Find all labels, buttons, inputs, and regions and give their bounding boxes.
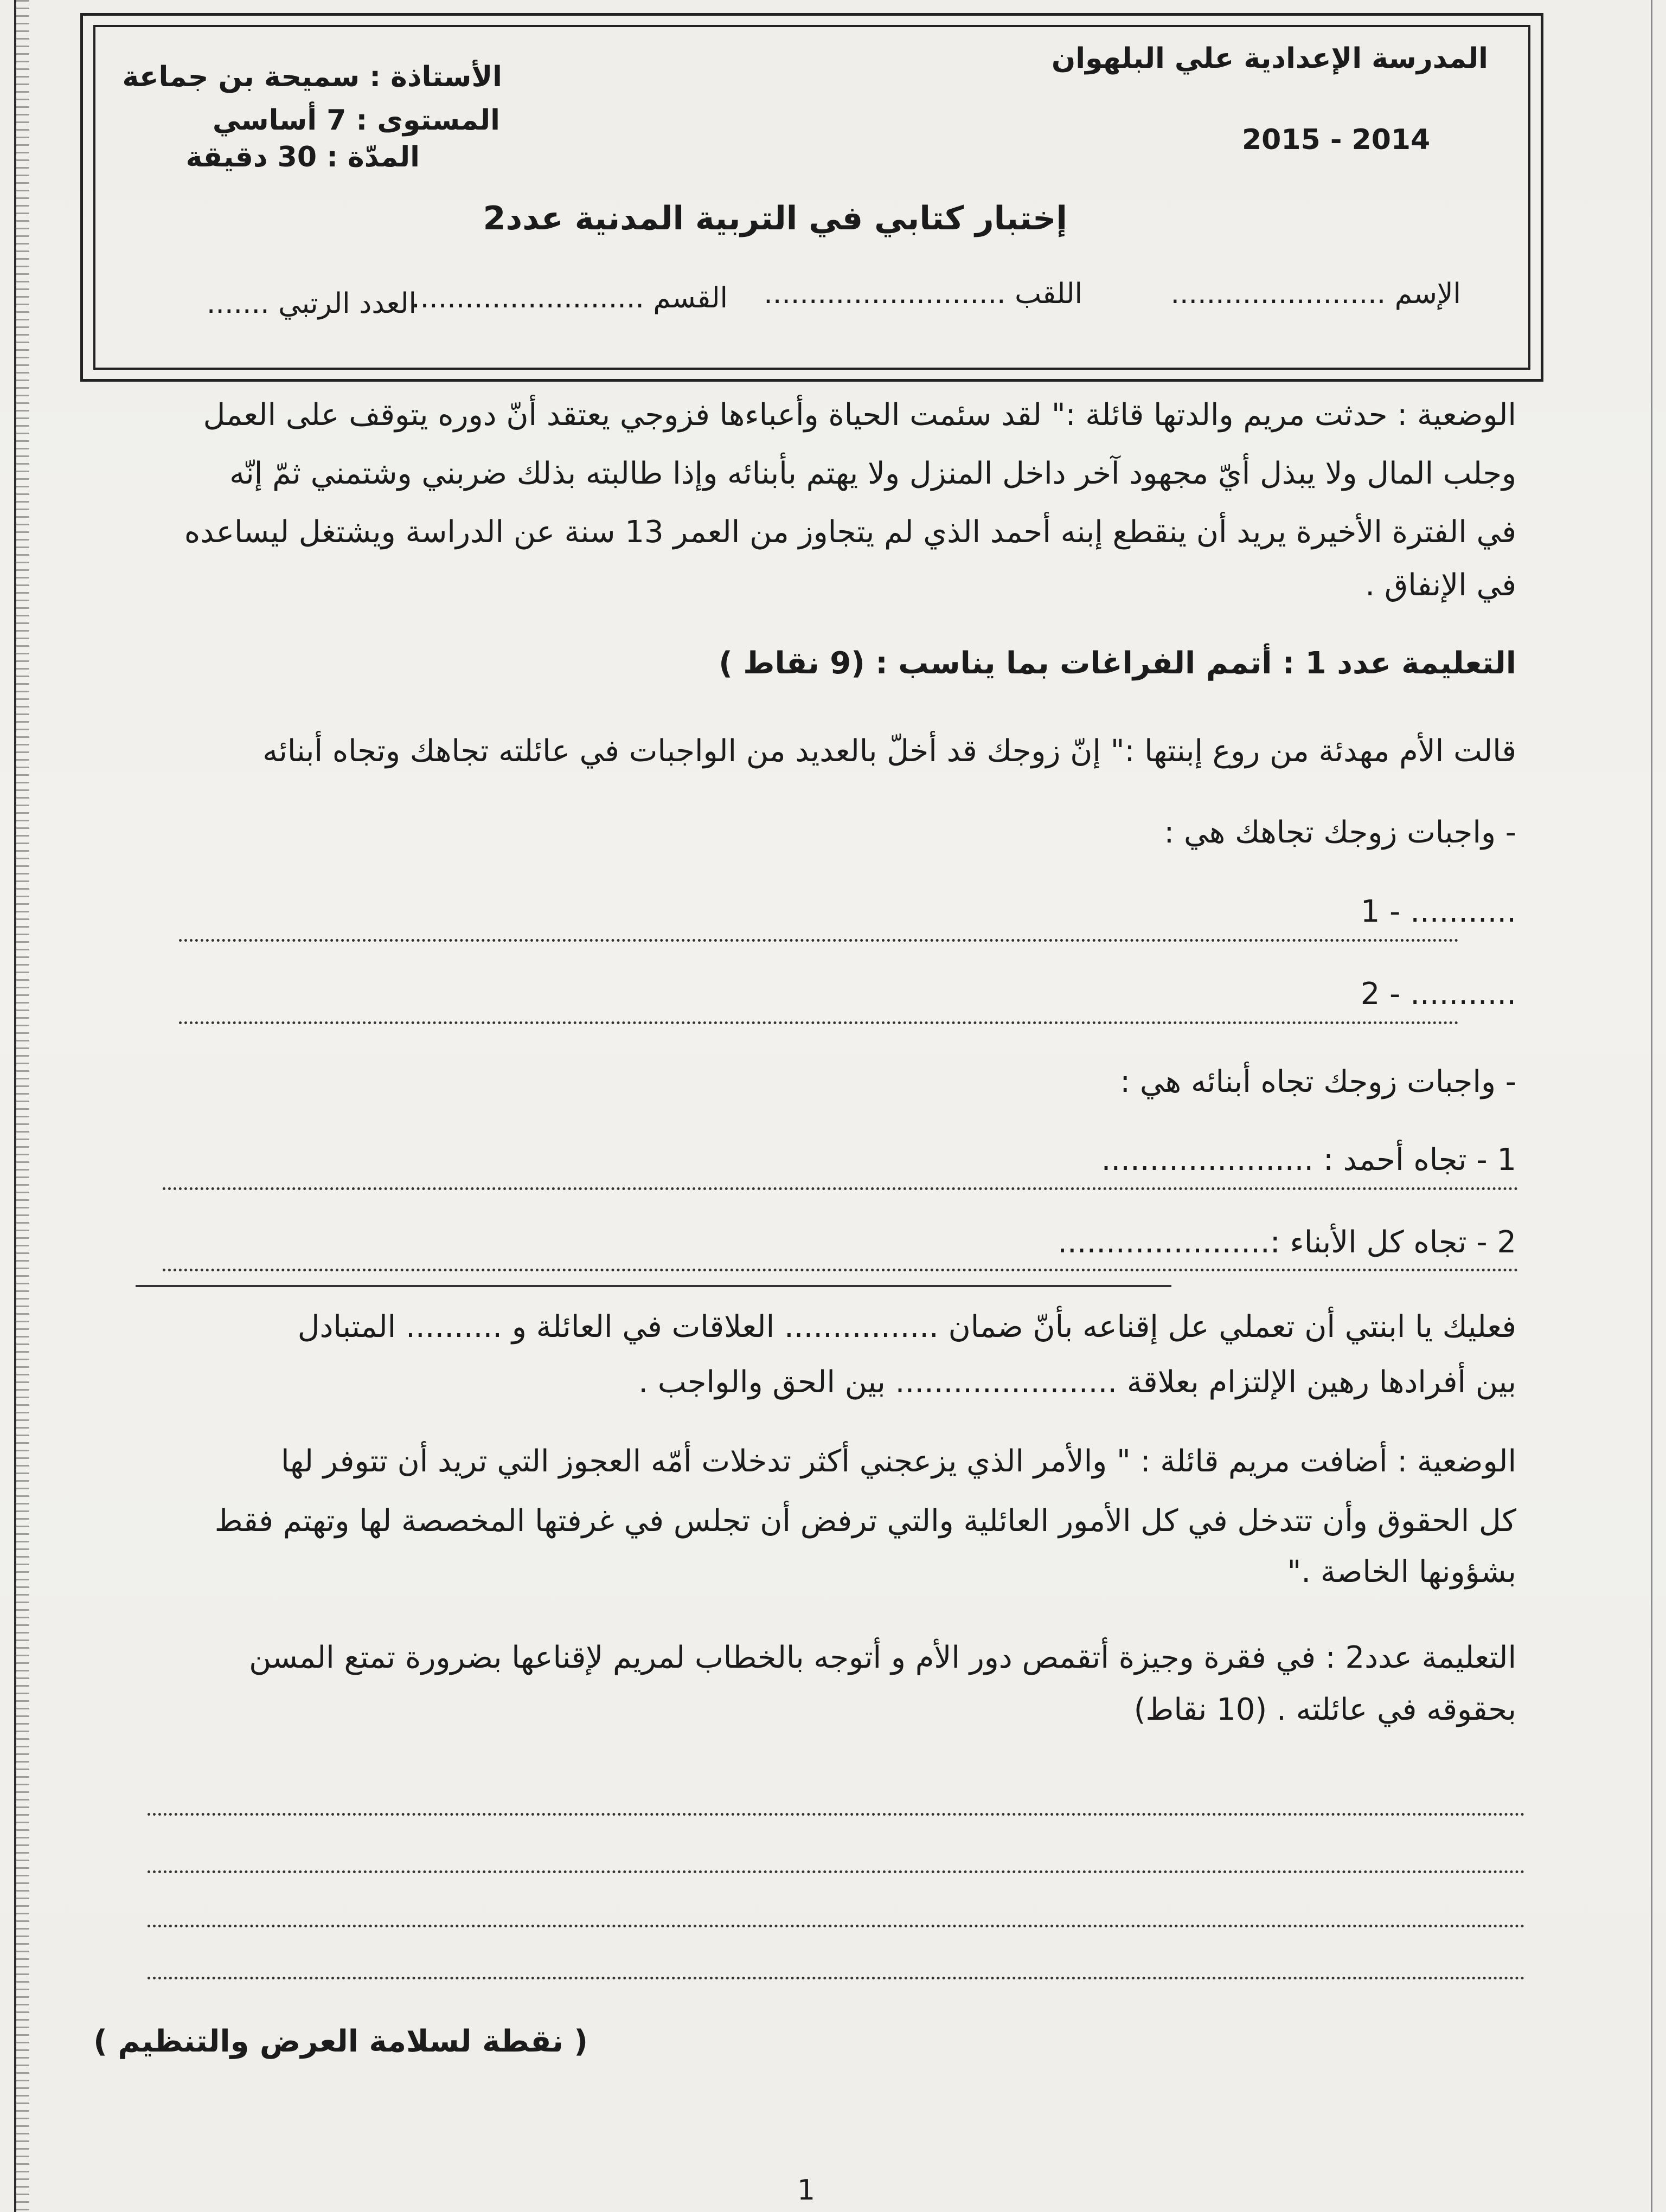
answer-line[interactable] (148, 1977, 1525, 1979)
page-number: 1 (797, 2174, 816, 2207)
children-duties-label: - واجبات زوجك تجاه أبنائه هي : (1120, 1064, 1516, 1099)
situation-2-line: الوضعية : أضافت مريم قائلة : " والأمر الذي يزعجني أكثر تدخلات أمّه العجوز التي تريد أن تتوفر لها (281, 1444, 1516, 1479)
duty-towards-all-children: 2 - تجاه كل الأبناء :...................... (1058, 1225, 1516, 1260)
school-name: المدرسة الإعدادية علي البلهوان (1051, 42, 1488, 75)
situation-1-line: وجلب المال ولا يبذل أيّ مجهود آخر داخل المنزل ولا يهتم بأبنائه وإذا طالبته بذلك ضربني وشتمني ثمّ إنّه (229, 456, 1516, 491)
answer-line[interactable] (179, 939, 1459, 942)
instruction-1-heading: التعليمة عدد 1 : أتمم الفراغات بما يناسب : (9 نقاط ) (719, 646, 1516, 681)
surname-field: اللقب ........................... (764, 278, 1082, 310)
left-margin-perforation (16, 0, 29, 2212)
answer-line[interactable] (163, 1269, 1518, 1271)
answer-line[interactable] (163, 1187, 1518, 1190)
situation-1-line: في الفترة الأخيرة يريد أن ينقطع إبنه أحمد الذي لم يتجاوز من العمر 13 سنة عن الدراسة ويشتغل ليساعده (184, 515, 1516, 550)
situation-2-line: بشؤونها الخاصة ." (1287, 1554, 1516, 1590)
answer-line[interactable] (148, 1925, 1525, 1927)
answer-line[interactable] (148, 1813, 1525, 1816)
situation-2-line: كل الحقوق وأن تتدخل في كل الأمور العائلية والتي ترفض أن تجلس في غرفتها المخصصة لها وتهتم فقط (214, 1503, 1516, 1539)
situation-1-line: في الإنفاق . (1365, 568, 1516, 603)
instruction-2-line: التعليمة عدد2 : في فقرة وجيزة أتقمص دور الأم و أتوجه بالخطاب لمريم لإقناعها بضرورة تمتع المسن (249, 1640, 1516, 1675)
spouse-duties-label: - واجبات زوجك تجاهك هي : (1164, 815, 1516, 850)
spouse-duty-1: 1 - ........... (1360, 894, 1516, 929)
teacher-name: الأستاذة : سميحة بن جماعة (122, 61, 502, 93)
rank-number-field: العدد الرتبي ....... (206, 287, 416, 320)
name-field: الإسم ........................ (1170, 278, 1461, 310)
answer-line[interactable] (179, 1021, 1459, 1024)
situation-1-line: الوضعية : حدثت مريم والدتها قائلة :" لقد سئمت الحياة وأعباءها فزوجي يعتقد أنّ دوره يتوقف على العمل (203, 397, 1516, 433)
section-divider (136, 1285, 1171, 1287)
presentation-note: ( نقطة لسلامة العرض والتنظيم ) (93, 2024, 588, 2059)
school-year: 2015 - 2014 (1242, 124, 1431, 156)
spouse-duty-2: 2 - ........... (1360, 976, 1516, 1012)
conclusion-line-1: فعليك يا ابنتي أن تعملي عل إقناعه بأنّ ضمان ................ العلاقات في العائلة و .......... المتبادل (297, 1309, 1516, 1345)
duration: المدّة : 30 دقيقة (185, 141, 420, 173)
duty-towards-ahmed: 1 - تجاه أحمد : ...................... (1101, 1142, 1516, 1178)
exam-title: إختبار كتابي في التربية المدنية عدد2 (483, 200, 1067, 237)
level: المستوى : 7 أساسي (212, 104, 500, 137)
conclusion-line-2: بين أفرادها رهين الإلتزام بعلاقة ....................... بين الحق والواجب . (638, 1365, 1516, 1400)
instruction-2-line: بحقوقه في عائلته . (10 نقاط) (1133, 1692, 1516, 1727)
right-margin-line (1651, 0, 1652, 2212)
mother-quote: قالت الأم مهدئة من روع إبنتها :" إنّ زوجك قد أخلّ بالعديد من الواجبات في عائلته تجاهك وتجاه أبنائه (262, 734, 1516, 769)
answer-line[interactable] (148, 1870, 1525, 1873)
class-field: القسم .......................... (411, 282, 728, 314)
